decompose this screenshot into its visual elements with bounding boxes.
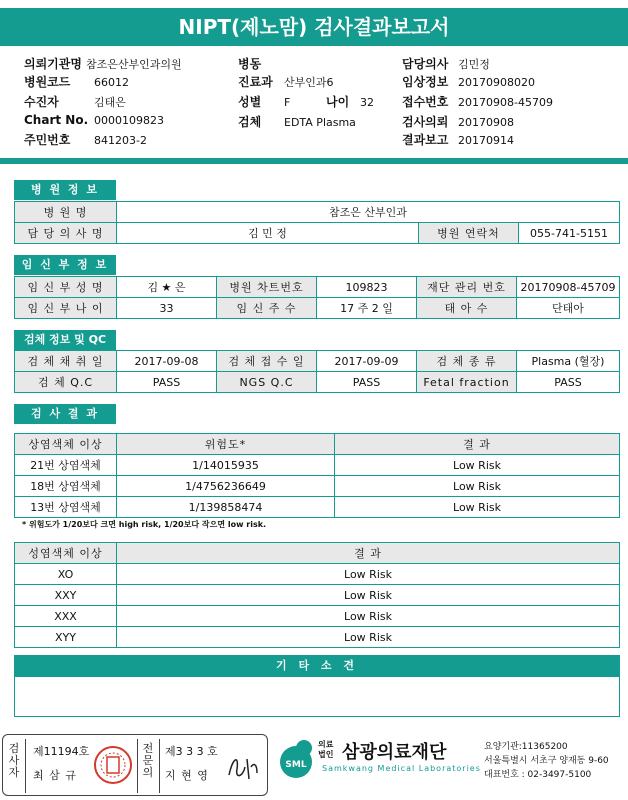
cell-value: 17 주 2 일 (317, 298, 417, 319)
header-value: F (284, 96, 291, 109)
org-prefix: 의료법인 (318, 740, 334, 759)
header-value: 20170908020 (458, 76, 535, 89)
examiner-label: 검사자 (8, 742, 20, 779)
table-row (15, 476, 620, 497)
header-label: 주민번호 (24, 133, 71, 147)
result-value: Low Risk (335, 455, 620, 476)
table-row (15, 564, 620, 585)
examiner-name: 최 삼 규 (33, 769, 77, 782)
chrom-name: XYY (15, 627, 117, 648)
cell-value: PASS (517, 372, 620, 393)
autosome-table (14, 433, 620, 518)
header-label: 진료과 (238, 75, 273, 89)
cell-value: 055-741-5151 (519, 223, 620, 244)
hospital-table (14, 201, 620, 244)
sml-logo-icon (274, 736, 318, 780)
header-label: 성별 (238, 95, 262, 109)
specialist-name: 지 현 영 (165, 769, 209, 782)
header-value: 김민정 (458, 58, 490, 71)
cell-label: 병원 연락처 (419, 223, 519, 244)
org-name: 삼광의료재단 (342, 742, 447, 763)
header-label: 담당의사 (402, 57, 449, 71)
divider (137, 739, 138, 793)
cell-label: 검 체 채 취 일 (15, 351, 117, 372)
header-value: 김태은 (94, 96, 126, 109)
org-address: 서울특별시 서초구 양재동 9-60 (484, 756, 609, 766)
org-code: 요양기관:11365200 (484, 742, 568, 752)
header-value: 841203-2 (94, 134, 147, 147)
divider (0, 158, 628, 164)
header-label: 수진자 (24, 95, 59, 109)
header-label: 검체 (238, 115, 262, 129)
column-header: 결 과 (335, 434, 620, 455)
cell-value: 김 ★ 은 (117, 277, 217, 298)
cell-label: 담 당 의 사 명 (15, 223, 117, 244)
cell-label: 검 체 Q.C (15, 372, 117, 393)
cell-label: 병원 차트번호 (217, 277, 317, 298)
table-row (15, 455, 620, 476)
chrom-name: XXY (15, 585, 117, 606)
risk-value: 1/139858474 (117, 497, 335, 518)
patient-table (14, 276, 620, 319)
cell-label: 임 신 부 성 명 (15, 277, 117, 298)
header-label: 접수번호 (402, 95, 449, 109)
chrom-name: XXX (15, 606, 117, 627)
section-specimen: 검체 정보 및 QC (14, 330, 116, 350)
cell-label: 재단 관리 번호 (417, 277, 517, 298)
sex-chrom-table (14, 542, 620, 648)
cell-label: Fetal fraction (417, 372, 517, 393)
cell-value: 2017-09-09 (317, 351, 417, 372)
risk-value: 1/14015935 (117, 455, 335, 476)
cell-value: 33 (117, 298, 217, 319)
cell-value: 참조은 산부인과 (117, 202, 620, 223)
cell-value: 109823 (317, 277, 417, 298)
header-label: 검사의뢰 (402, 115, 449, 129)
cell-value: 20170908-45709 (517, 277, 620, 298)
table-row (15, 585, 620, 606)
header-value: 66012 (94, 76, 129, 89)
header-label: Chart No. (24, 113, 89, 127)
header-value: 20170908-45709 (458, 96, 553, 109)
age-label: 나이 (326, 95, 350, 109)
report-header (0, 52, 628, 150)
result-value: Low Risk (335, 476, 620, 497)
risk-value: 1/4756236649 (117, 476, 335, 497)
table-row (15, 497, 620, 518)
cell-label: NGS Q.C (217, 372, 317, 393)
cell-value: 단태아 (517, 298, 620, 319)
column-header: 위험도* (117, 434, 335, 455)
header-label: 결과보고 (402, 133, 449, 147)
column-header: 결 과 (117, 543, 620, 564)
cell-label: 병 원 명 (15, 202, 117, 223)
cell-value: 2017-09-08 (117, 351, 217, 372)
age-value: 32 (360, 96, 374, 109)
column-header: 상염색체 이상 (15, 434, 117, 455)
footer (0, 734, 628, 800)
cell-label: 임 신 주 수 (217, 298, 317, 319)
header-value: 0000109823 (94, 114, 164, 127)
cell-label: 태 아 수 (417, 298, 517, 319)
section-results: 검 사 결 과 (14, 404, 116, 424)
org-en: Samkwang Medical Laboratories (322, 764, 481, 773)
org-details (484, 740, 609, 782)
remarks-body (14, 677, 620, 717)
specimen-table (14, 350, 620, 393)
cell-label: 검 체 접 수 일 (217, 351, 317, 372)
header-value: 20170908 (458, 116, 514, 129)
cell-value: Plasma (혈장) (517, 351, 620, 372)
cell-value: 김 민 정 (117, 223, 419, 244)
specialist-label: 전문의 (142, 742, 154, 779)
chrom-name: 13번 상염색체 (15, 497, 117, 518)
header-label: 병원코드 (24, 75, 71, 89)
org-phone: 대표번호 : 02-3497-5100 (484, 770, 592, 780)
header-value: 산부인과6 (284, 76, 334, 89)
header-label: 임상정보 (402, 75, 449, 89)
signature-box (2, 734, 268, 796)
result-value: Low Risk (117, 627, 620, 648)
seal-stamp-icon (93, 745, 133, 785)
examiner-license: 제11194호 (33, 745, 90, 758)
logo-text: SML (285, 760, 307, 770)
header-value: 참조은산부인과의원 (86, 58, 182, 71)
section-patient: 임 신 부 정 보 (14, 255, 116, 275)
cell-value: PASS (117, 372, 217, 393)
header-label: 의뢰기관명 (24, 57, 82, 71)
chrom-name: 21번 상염색체 (15, 455, 117, 476)
table-row (15, 606, 620, 627)
result-value: Low Risk (117, 606, 620, 627)
report-title: NIPT(제노맘) 검사결과보고서 (0, 8, 628, 46)
section-remarks: 기 타 소 견 (14, 655, 620, 677)
result-value: Low Risk (117, 585, 620, 606)
cell-label: 임 신 부 나 이 (15, 298, 117, 319)
column-header: 성염색체 이상 (15, 543, 117, 564)
header-value: EDTA Plasma (284, 116, 356, 129)
table-row (15, 627, 620, 648)
result-value: Low Risk (117, 564, 620, 585)
header-label: 병동 (238, 57, 262, 71)
chrom-name: XO (15, 564, 117, 585)
specialist-license: 제3 3 3 호 (165, 745, 218, 758)
risk-note: * 위험도가 1/20보다 크면 high risk, 1/20보다 작으면 low risk. (22, 520, 267, 529)
cell-label: 검 체 종 류 (417, 351, 517, 372)
divider (159, 739, 160, 793)
cell-value: PASS (317, 372, 417, 393)
section-hospital: 병 원 정 보 (14, 180, 116, 200)
result-value: Low Risk (335, 497, 620, 518)
chrom-name: 18번 상염색체 (15, 476, 117, 497)
divider (25, 739, 26, 793)
signature-icon (223, 749, 263, 785)
header-value: 20170914 (458, 134, 514, 147)
